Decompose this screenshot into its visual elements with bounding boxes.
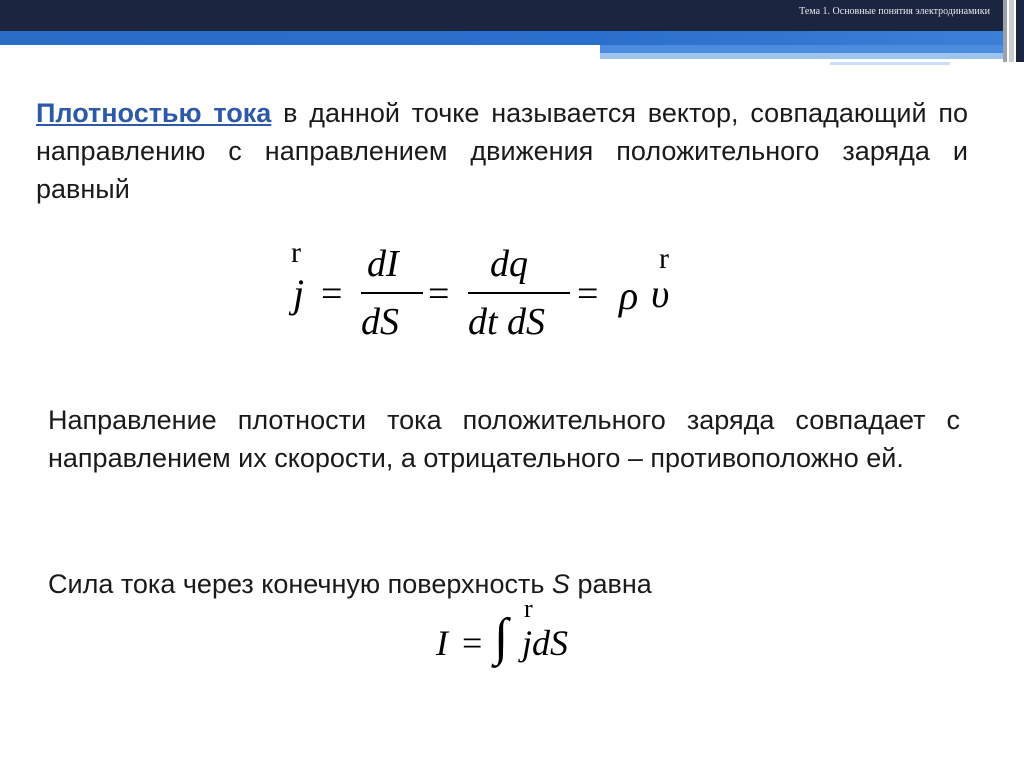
header-side-bar (1016, 0, 1024, 62)
header-blue-stripe (600, 45, 1003, 53)
vector-mark: r (291, 236, 301, 269)
integrand: jdS (522, 623, 569, 663)
current-text: Сила тока через конечную поверхность (48, 569, 552, 599)
fraction-bar (361, 292, 423, 294)
vector-mark: r (659, 242, 669, 275)
vector-mark: r (524, 594, 533, 623)
symbol-rho: ρ (619, 273, 639, 318)
header-decoration (0, 0, 1024, 80)
header-thin-stripe (830, 62, 950, 65)
current-density-formula (285, 236, 705, 346)
equals-sign: = (462, 623, 483, 663)
header-side-bar (1003, 0, 1007, 62)
defined-term: Плотностью тока (36, 98, 272, 128)
equals-sign: = (321, 273, 343, 315)
topic-title: Тема 1. Основные понятия электродинамики (799, 6, 990, 17)
denominator-dS: dS (361, 301, 399, 343)
equals-sign: = (577, 273, 599, 315)
current-integral-formula (430, 594, 610, 684)
definition-text: в данной точке называется вектор, совпадающий по направлению с направлением движения положительного заряда и равный (36, 98, 968, 204)
numerator-dq: dq (490, 243, 528, 285)
symbol-v: υ (651, 271, 670, 316)
current-text-end: равна (569, 569, 652, 599)
denominator-dtdS: dt dS (468, 301, 546, 343)
numerator-dI: dI (367, 243, 399, 285)
current-paragraph (48, 565, 960, 603)
direction-paragraph: Направление плотности тока положительного заряда совпадает с направлением их скорости, а отрицательного – противоположно ей. (48, 405, 960, 473)
symbol-j: j (293, 271, 305, 316)
equals-sign: = (428, 273, 450, 315)
definition-paragraph (36, 94, 968, 208)
header-side-bar (1009, 0, 1014, 62)
fraction-bar (468, 292, 570, 294)
integral-sign: ∫ (494, 609, 509, 666)
header-light-stripe (600, 53, 1003, 59)
header-blue-band (0, 31, 1003, 45)
symbol-I: I (436, 623, 448, 663)
surface-symbol: S (551, 569, 570, 599)
